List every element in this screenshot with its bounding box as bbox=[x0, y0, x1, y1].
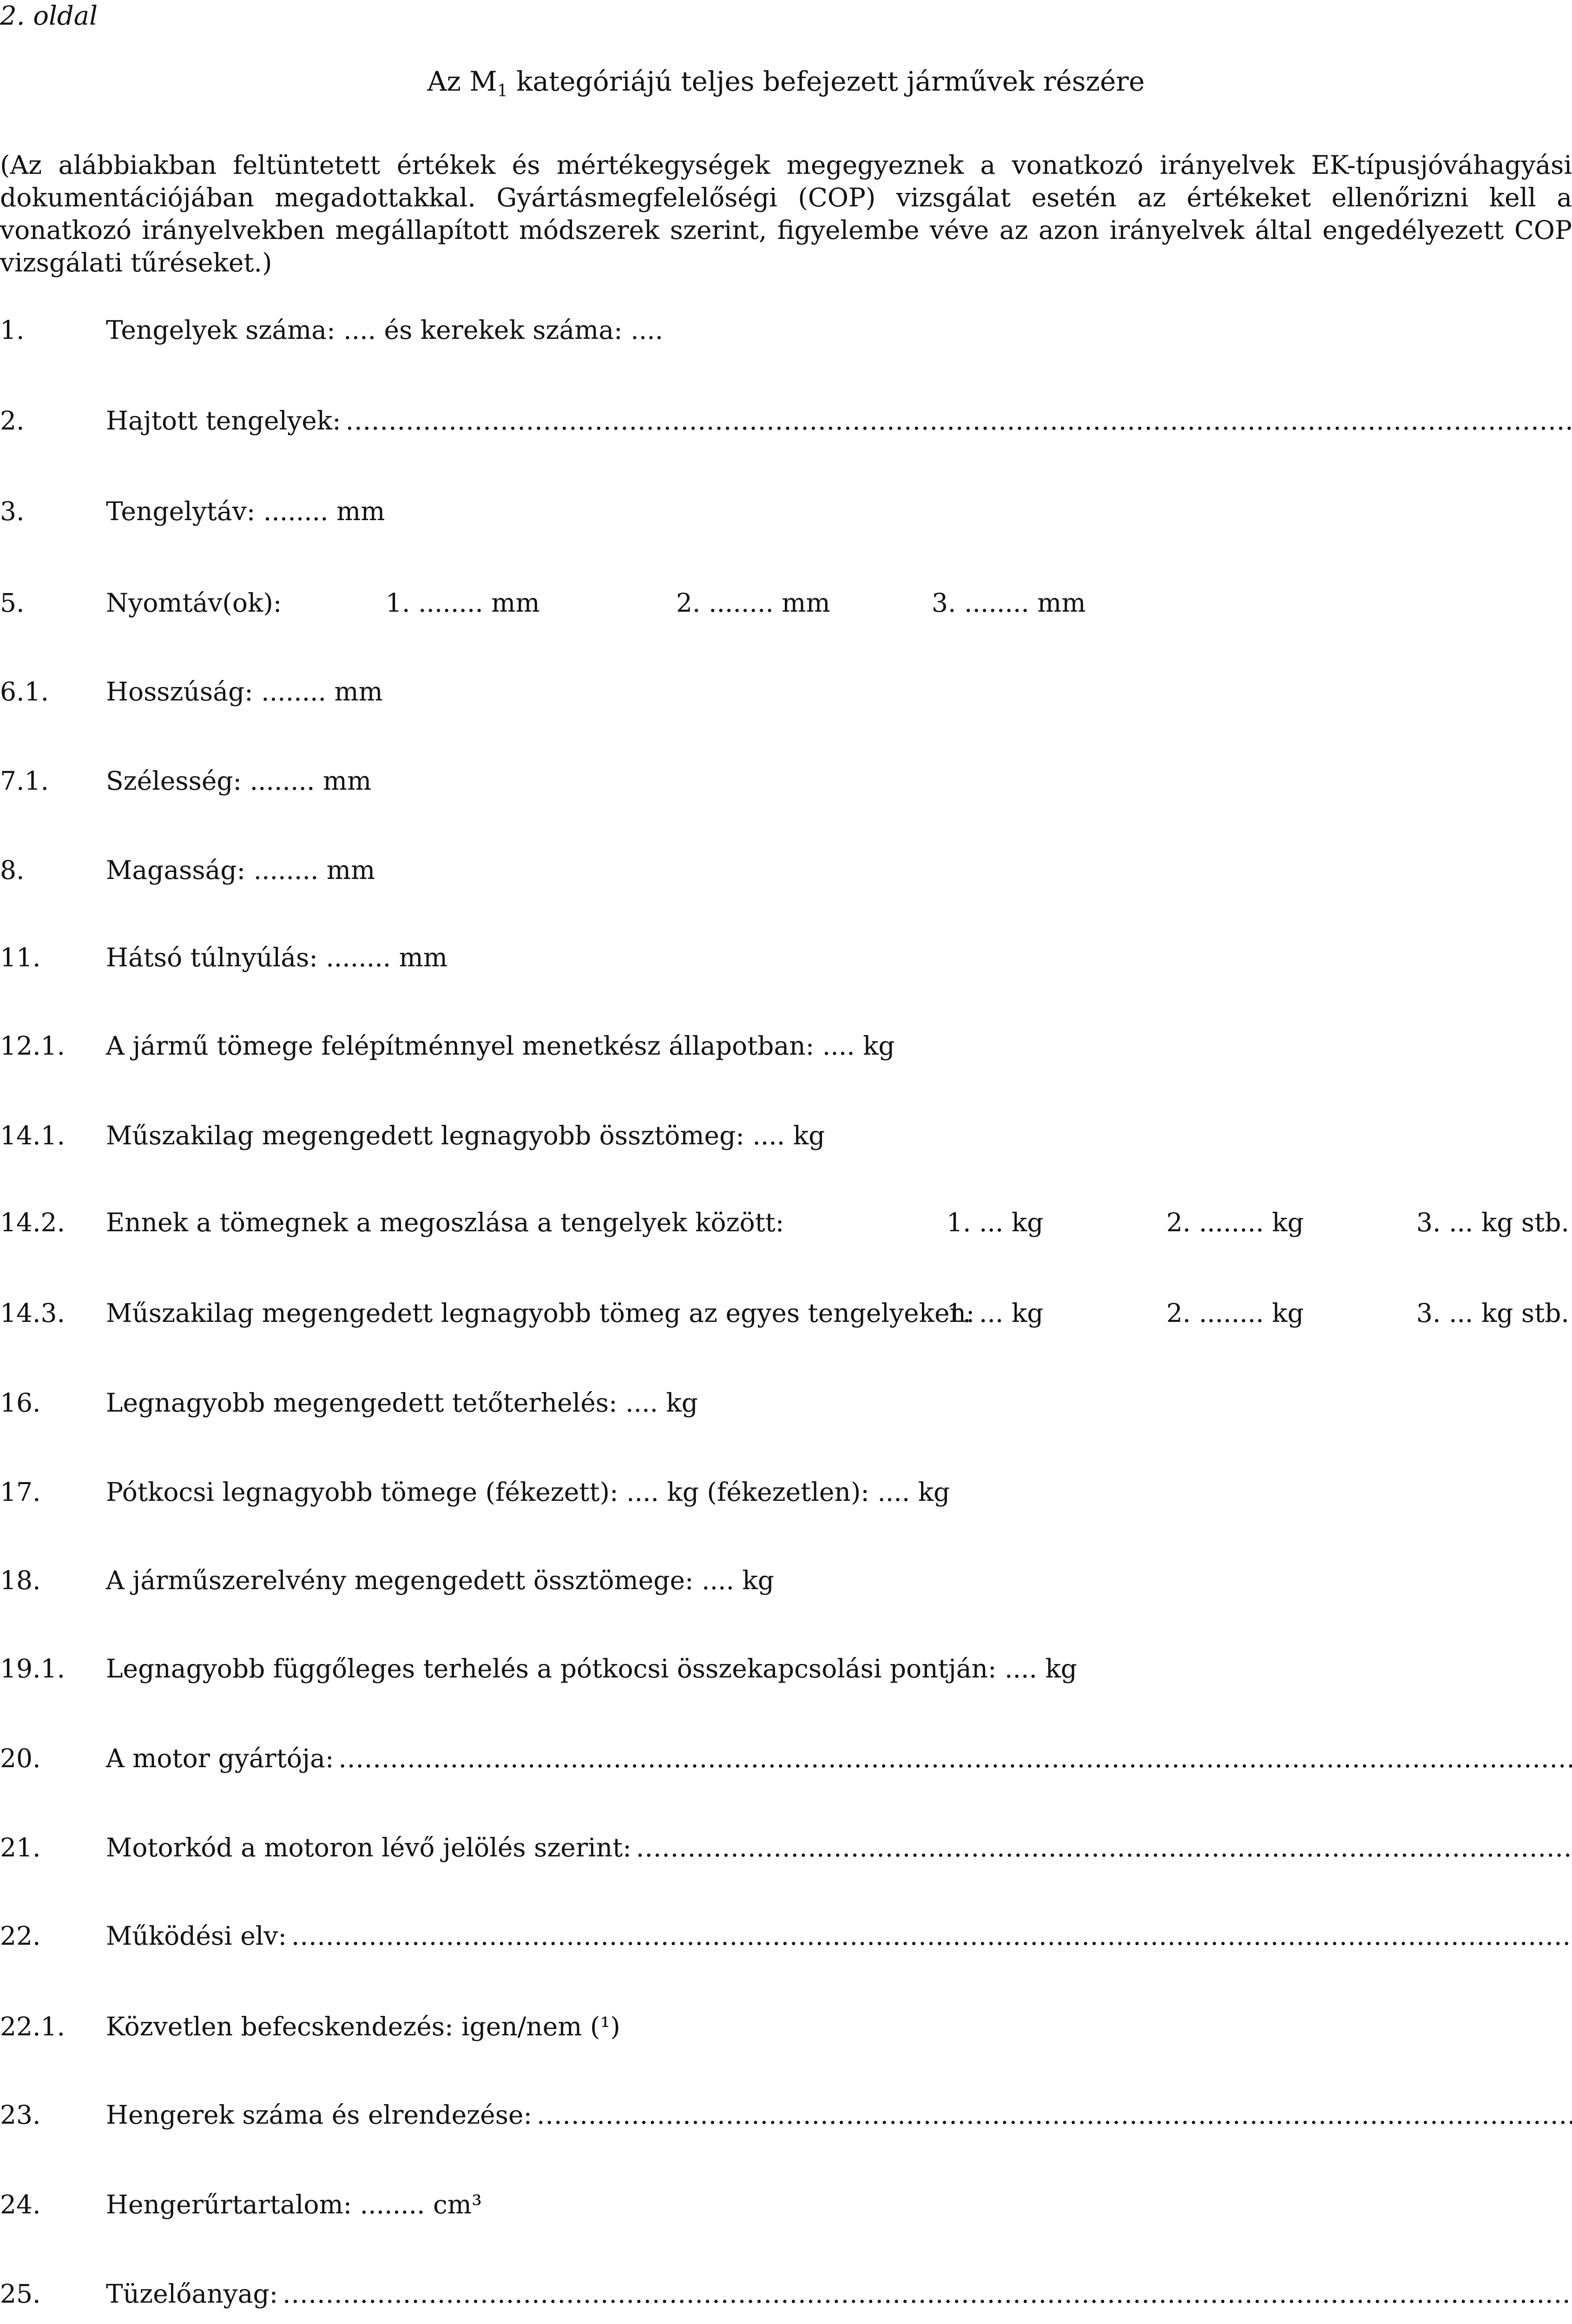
fill-dots bbox=[636, 1833, 1572, 1862]
item-label: Hajtott tengelyek: bbox=[106, 406, 341, 436]
item-number: 20. bbox=[0, 1743, 41, 1773]
item-label: Műszakilag megengedett legnagyobb össztömeg: .... kg bbox=[106, 1121, 825, 1150]
item-row-20 bbox=[0, 1740, 1572, 1777]
item-label: Működési elv: bbox=[106, 1921, 287, 1951]
item-label: A motor gyártója: bbox=[106, 1743, 334, 1773]
item-number: 2. bbox=[0, 406, 25, 436]
fill-dots bbox=[338, 1743, 1572, 1773]
item-label: Szélesség: ........ mm bbox=[106, 766, 372, 796]
item-number: 8. bbox=[0, 855, 25, 885]
item-number: 14.2. bbox=[0, 1208, 65, 1237]
track-value-1: 1. ........ mm bbox=[386, 588, 540, 618]
title-prefix: Az M bbox=[427, 66, 497, 97]
item-label: Tengelytáv: ........ mm bbox=[106, 496, 385, 526]
item-row-14-2 bbox=[0, 1204, 1572, 1241]
axle-mass-1: 1. ... kg bbox=[947, 1208, 1044, 1237]
item-number: 11. bbox=[0, 943, 41, 972]
axle-mass-3: 3. ... kg stb. bbox=[1416, 1208, 1569, 1237]
item-row-12-1 bbox=[0, 1027, 1572, 1064]
item-number: 1. bbox=[0, 315, 25, 345]
item-number: 24. bbox=[0, 2190, 41, 2219]
item-row-5 bbox=[0, 584, 1572, 621]
item-number: 22. bbox=[0, 1921, 41, 1951]
title-suffix: kategóriájú teljes befejezett járművek részére bbox=[507, 66, 1145, 97]
item-number: 22.1. bbox=[0, 2012, 65, 2041]
item-label: Legnagyobb függőleges terhelés a pótkocsi összekapcsolási pontján: .... kg bbox=[106, 1654, 1077, 1684]
item-row-24 bbox=[0, 2186, 1572, 2223]
fill-dots bbox=[537, 2100, 1572, 2130]
item-row-16 bbox=[0, 1384, 1572, 1421]
item-label: A jármű tömege felépítménnyel menetkész állapotban: .... kg bbox=[106, 1031, 895, 1061]
item-row-17 bbox=[0, 1473, 1572, 1511]
item-number: 14.1. bbox=[0, 1121, 65, 1150]
fill-dots bbox=[346, 406, 1572, 436]
item-label: Pótkocsi legnagyobb tömege (fékezett): .... kg (fékezetlen): .... kg bbox=[106, 1477, 950, 1507]
item-number: 23. bbox=[0, 2100, 41, 2130]
item-label: Műszakilag megengedett legnagyobb tömeg az egyes tengelyeken: bbox=[106, 1298, 975, 1328]
item-row-8 bbox=[0, 852, 1572, 889]
item-row-14-3 bbox=[0, 1294, 1572, 1332]
item-number: 14.3. bbox=[0, 1298, 65, 1328]
item-row-2 bbox=[0, 402, 1572, 439]
axle-max-3: 3. ... kg stb. bbox=[1416, 1298, 1569, 1328]
item-number: 16. bbox=[0, 1388, 41, 1418]
item-number: 25. bbox=[0, 2279, 41, 2309]
item-number: 17. bbox=[0, 1477, 41, 1507]
page-title bbox=[0, 63, 1572, 110]
track-value-2: 2. ........ mm bbox=[676, 588, 830, 618]
item-row-22-1 bbox=[0, 2008, 1572, 2045]
item-number: 5. bbox=[0, 588, 25, 618]
item-row-11 bbox=[0, 939, 1572, 976]
fill-dots bbox=[291, 1921, 1572, 1951]
item-row-19-1 bbox=[0, 1650, 1572, 1687]
item-row-21 bbox=[0, 1829, 1572, 1866]
item-label: Ennek a tömegnek a megoszlása a tengelyek között: bbox=[106, 1208, 784, 1237]
item-row-25 bbox=[0, 2275, 1572, 2312]
item-row-6-1 bbox=[0, 673, 1572, 710]
item-label: Hátsó túlnyúlás: ........ mm bbox=[106, 943, 447, 972]
item-number: 21. bbox=[0, 1833, 41, 1862]
item-number: 7.1. bbox=[0, 766, 49, 796]
item-label: Hengerűrtartalom: ........ cm³ bbox=[106, 2190, 482, 2219]
title-subscript: 1 bbox=[497, 81, 508, 101]
item-number: 12.1. bbox=[0, 1031, 65, 1061]
item-row-22 bbox=[0, 1917, 1572, 1954]
item-row-18 bbox=[0, 1562, 1572, 1599]
item-label: Motorkód a motoron lévő jelölés szerint: bbox=[106, 1833, 631, 1862]
item-row-7-1 bbox=[0, 762, 1572, 799]
fill-dots bbox=[283, 2279, 1572, 2309]
item-row-14-1 bbox=[0, 1117, 1572, 1154]
item-label: Magasság: ........ mm bbox=[106, 855, 375, 885]
item-row-3 bbox=[0, 493, 1572, 530]
item-label: Tengelyek száma: .... és kerekek száma: .... bbox=[106, 315, 664, 345]
item-number: 6.1. bbox=[0, 677, 49, 706]
item-label: Hengerek száma és elrendezése: bbox=[106, 2100, 533, 2130]
item-row-23 bbox=[0, 2096, 1572, 2133]
track-value-3: 3. ........ mm bbox=[932, 588, 1086, 618]
item-label: Legnagyobb megengedett tetőterhelés: .... kg bbox=[106, 1388, 698, 1418]
item-number: 19.1. bbox=[0, 1654, 65, 1684]
axle-max-1: 1. ... kg bbox=[947, 1298, 1044, 1328]
item-label: Tüzelőanyag: bbox=[106, 2279, 278, 2309]
item-number: 18. bbox=[0, 1565, 41, 1595]
intro-paragraph: (Az alábbiakban feltüntetett értékek és mértékegységek megegyeznek a vonatkozó irányelvek EK-típusjóváhagyási dokumentációjában megadottakkal. Gyártásmegfelelőségi (COP) vizsgálat esetén az értékeket ellenőrizni kell a vonatkozó irányelvekben megállapított módszerek szerint, figyelembe véve az azon irányelvek által engedélyezett COP vizsgálati tűréseket.) bbox=[0, 150, 1572, 277]
axle-max-2: 2. ........ kg bbox=[1166, 1298, 1304, 1328]
item-label: A járműszerelvény megengedett össztömege: .... kg bbox=[106, 1565, 774, 1595]
item-row-1 bbox=[0, 311, 1572, 349]
item-label: Hosszúság: ........ mm bbox=[106, 677, 383, 706]
item-number: 3. bbox=[0, 496, 25, 526]
item-label: Közvetlen befecskendezés: igen/nem (¹) bbox=[106, 2012, 620, 2041]
item-label: Nyomtáv(ok): bbox=[106, 588, 282, 618]
page-number: 2. oldal bbox=[0, 1, 98, 31]
axle-mass-2: 2. ........ kg bbox=[1166, 1208, 1304, 1237]
